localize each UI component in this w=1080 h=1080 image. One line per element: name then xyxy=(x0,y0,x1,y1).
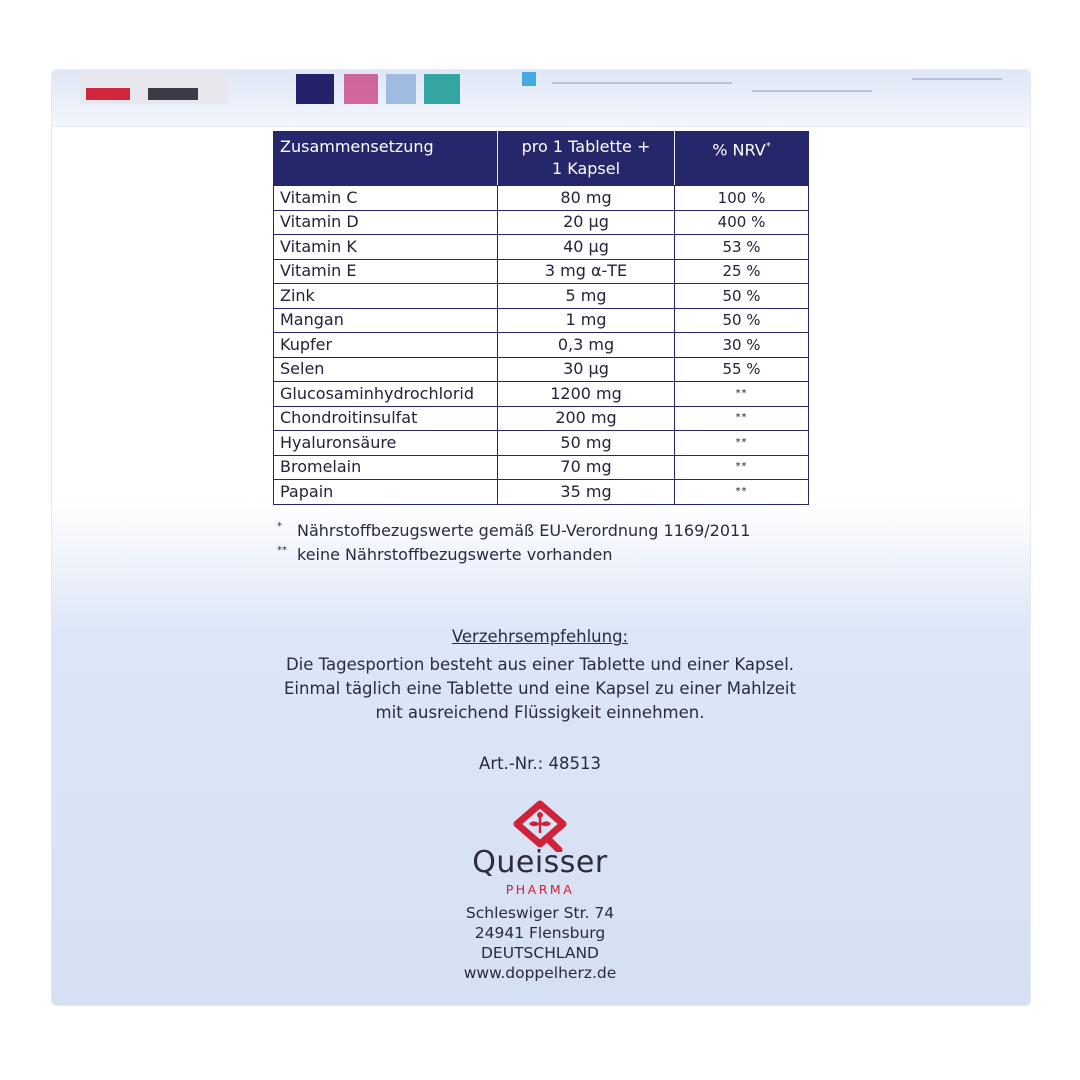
top-edge-cyan-square xyxy=(522,72,536,86)
nutrient-name: Vitamin C xyxy=(274,186,498,211)
table-row xyxy=(274,480,809,505)
nutrient-name: Glucosaminhydrochlorid xyxy=(274,382,498,407)
nutrient-name: Mangan xyxy=(274,308,498,333)
nutrient-nrv: 55 % xyxy=(675,357,809,382)
nutrient-nrv: 30 % xyxy=(675,333,809,358)
header-per-dose-line2: 1 Kapsel xyxy=(551,159,621,178)
table-row xyxy=(274,455,809,480)
usage-title: Verzehrsempfehlung: xyxy=(451,627,629,646)
footnote-mark: * xyxy=(277,521,282,532)
table-header-row xyxy=(274,132,809,186)
table-row xyxy=(274,259,809,284)
company-name: Queisser xyxy=(472,845,608,880)
nutrient-nrv: ** xyxy=(675,382,809,407)
nutrient-nrv: 50 % xyxy=(675,284,809,309)
table-row xyxy=(274,308,809,333)
top-edge-red-block xyxy=(86,88,130,100)
footnote-mark: ** xyxy=(277,545,287,556)
nutrient-nrv: 400 % xyxy=(675,210,809,235)
address-country: DEUTSCHLAND xyxy=(481,944,599,962)
nutrient-name: Hyaluronsäure xyxy=(274,431,498,456)
address-city: 24941 Flensburg xyxy=(474,924,606,942)
nutrient-name: Vitamin K xyxy=(274,235,498,260)
table-row xyxy=(274,382,809,407)
nutrient-amount: 50 mg xyxy=(498,431,675,456)
top-edge-pink-block xyxy=(344,74,378,104)
top-edge-text-line xyxy=(552,82,732,84)
header-nrv-label: % NRV xyxy=(712,140,766,160)
nutrient-amount: 1 mg xyxy=(498,308,675,333)
company-website: www.doppelherz.de xyxy=(463,964,617,982)
table-row xyxy=(274,210,809,235)
header-per-dose xyxy=(498,132,675,186)
address-street: Schleswiger Str. 74 xyxy=(465,904,615,922)
usage-recommendation xyxy=(240,625,840,725)
table-row xyxy=(274,333,809,358)
nutrient-amount: 70 mg xyxy=(498,455,675,480)
nutrient-amount: 0,3 mg xyxy=(498,333,675,358)
nutrient-name: Chondroitinsulfat xyxy=(274,406,498,431)
footnote-single-asterisk xyxy=(277,521,750,540)
table-row xyxy=(274,284,809,309)
header-nrv-mark: * xyxy=(765,141,771,152)
top-edge-text-line xyxy=(752,90,872,92)
nutrient-name: Papain xyxy=(274,480,498,505)
table-row xyxy=(274,186,809,211)
top-edge-lightblue-block xyxy=(386,74,416,104)
top-edge-text-line xyxy=(912,78,1002,80)
usage-line: Einmal täglich eine Tablette und eine Kapsel zu einer Mahlzeit xyxy=(284,679,796,698)
nutrient-nrv: ** xyxy=(675,455,809,480)
nutrient-amount: 30 µg xyxy=(498,357,675,382)
nutrient-nrv: ** xyxy=(675,480,809,505)
footnote-text: Nährstoffbezugswerte gemäß EU-Verordnung 1169/2011 xyxy=(297,521,751,540)
nutrient-name: Bromelain xyxy=(274,455,498,480)
nutrient-nrv: ** xyxy=(675,406,809,431)
usage-line: mit ausreichend Flüssigkeit einnehmen. xyxy=(375,703,705,722)
nutrient-nrv: 53 % xyxy=(675,235,809,260)
table-row xyxy=(274,235,809,260)
header-per-dose-line1: pro 1 Tablette + xyxy=(521,137,651,156)
nutrient-name: Vitamin E xyxy=(274,259,498,284)
nutrient-amount: 1200 mg xyxy=(498,382,675,407)
nutrient-amount: 200 mg xyxy=(498,406,675,431)
table-row xyxy=(274,406,809,431)
package-top-edge xyxy=(52,70,1030,127)
top-edge-teal-block xyxy=(424,74,460,104)
nutrient-name: Vitamin D xyxy=(274,210,498,235)
nutrient-nrv: 50 % xyxy=(675,308,809,333)
header-nrv xyxy=(675,132,809,186)
nutrient-amount: 35 mg xyxy=(498,480,675,505)
nutrient-name: Zink xyxy=(274,284,498,309)
top-edge-dark-block xyxy=(148,88,198,100)
nutrition-table-body xyxy=(274,186,809,505)
nutrient-nrv: ** xyxy=(675,431,809,456)
nutrient-nrv: 100 % xyxy=(675,186,809,211)
footnote-double-asterisk xyxy=(277,545,613,564)
company-address xyxy=(240,903,840,983)
nutrient-name: Selen xyxy=(274,357,498,382)
nutrient-amount: 3 mg α-TE xyxy=(498,259,675,284)
usage-line: Die Tagesportion besteht aus einer Tablette und einer Kapsel. xyxy=(285,655,795,674)
nutrient-amount: 80 mg xyxy=(498,186,675,211)
top-edge-navy-block xyxy=(296,74,334,104)
nutrition-table xyxy=(273,131,809,505)
header-composition: Zusammensetzung xyxy=(274,132,498,186)
nutrient-name: Kupfer xyxy=(274,333,498,358)
footnote-text: keine Nährstoffbezugswerte vorhanden xyxy=(297,545,613,564)
nutrient-nrv: 25 % xyxy=(675,259,809,284)
article-number: Art.-Nr.: 48513 xyxy=(479,754,601,773)
nutrient-amount: 5 mg xyxy=(498,284,675,309)
table-row xyxy=(274,431,809,456)
nutrient-amount: 40 µg xyxy=(498,235,675,260)
table-row xyxy=(274,357,809,382)
nutrient-amount: 20 µg xyxy=(498,210,675,235)
company-subtitle: PHARMA xyxy=(505,882,575,897)
